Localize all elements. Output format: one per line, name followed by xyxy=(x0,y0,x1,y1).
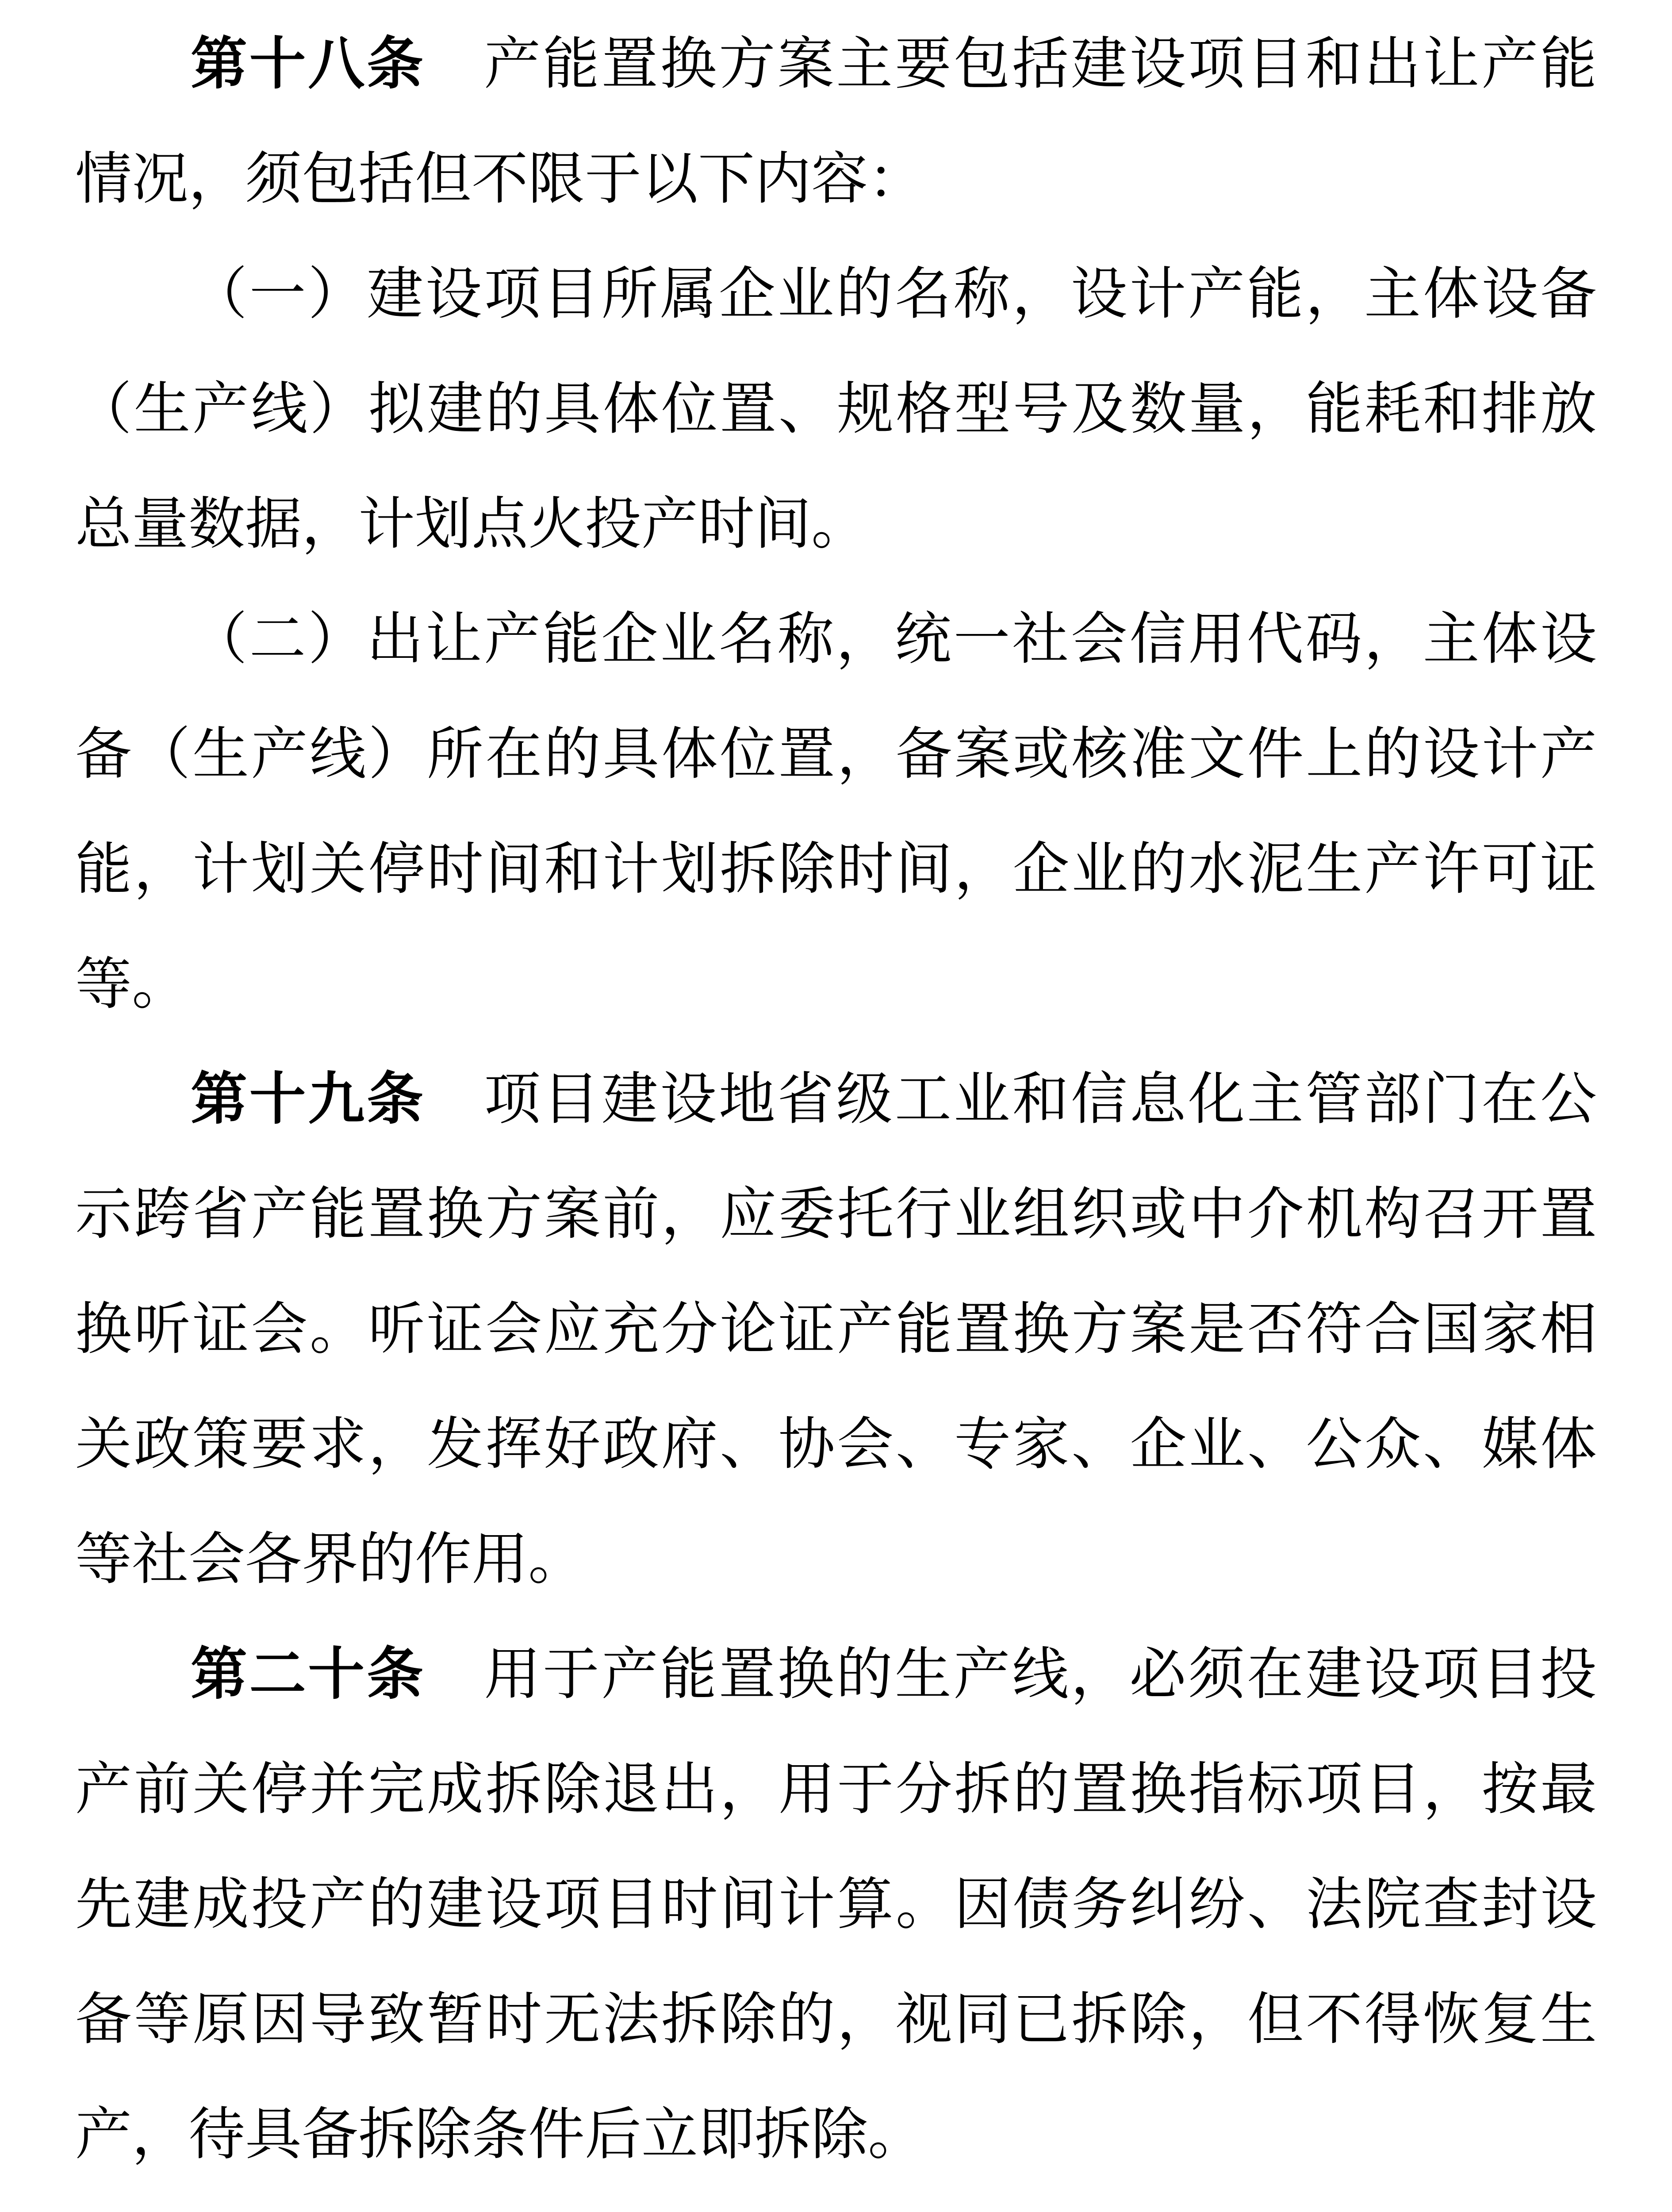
article-18-line-2: 情况，须包括但不限于以下内容： xyxy=(75,146,925,212)
article-20-line-2: 产前关停并完成拆除退出，用于分拆的置换指标项目，按最 xyxy=(75,1756,1597,1822)
item-2-line-2: 备（生产线）所在的具体位置，备案或核准文件上的设计产 xyxy=(75,721,1597,787)
article-21-line-1 xyxy=(191,2192,1597,2212)
article-20-line-5: 产，待具备拆除条件后立即拆除。 xyxy=(75,2101,925,2167)
article-18-text-1: 产能置换方案主要包括建设项目和出让产能 xyxy=(484,31,1597,97)
article-18-line-1 xyxy=(191,7,1597,122)
item-1-line-1: （一）建设项目所属企业的名称，设计产能，主体设备 xyxy=(191,261,1597,327)
article-20-text-1: 用于产能置换的生产线，必须在建设项目投 xyxy=(484,1641,1597,1707)
item-2-line-3: 能，计划关停时间和计划拆除时间，企业的水泥生产许可证 xyxy=(75,836,1597,902)
article-19-label: 第十九条 xyxy=(191,1066,426,1132)
article-19-line-2: 示跨省产能置换方案前，应委托行业组织或中介机构召开置 xyxy=(75,1181,1597,1247)
article-19-line-3: 换听证会。听证会应充分论证产能置换方案是否符合国家相 xyxy=(75,1296,1597,1362)
article-19-line-1 xyxy=(191,1042,1597,1157)
article-20-label: 第二十条 xyxy=(191,1641,426,1707)
article-18-label: 第十八条 xyxy=(191,31,426,97)
article-19-line-4: 关政策要求，发挥好政府、协会、专家、企业、公众、媒体 xyxy=(75,1411,1597,1477)
article-20-line-4: 备等原因导致暂时无法拆除的，视同已拆除，但不得恢复生 xyxy=(75,1986,1597,2052)
item-1-line-2: （生产线）拟建的具体位置、规格型号及数量，能耗和排放 xyxy=(75,376,1597,442)
item-2-line-4: 等。 xyxy=(75,951,189,1017)
article-19-line-5: 等社会各界的作用。 xyxy=(75,1526,585,1592)
article-19-text-1: 项目建设地省级工业和信息化主管部门在公 xyxy=(484,1066,1597,1132)
article-20-line-1 xyxy=(191,1617,1597,1732)
item-1-line-3: 总量数据，计划点火投产时间。 xyxy=(75,491,868,557)
article-20-line-3: 先建成投产的建设项目时间计算。因债务纠纷、法院查封设 xyxy=(75,1871,1597,1937)
item-2-line-1: （二）出让产能企业名称，统一社会信用代码，主体设 xyxy=(191,606,1597,672)
